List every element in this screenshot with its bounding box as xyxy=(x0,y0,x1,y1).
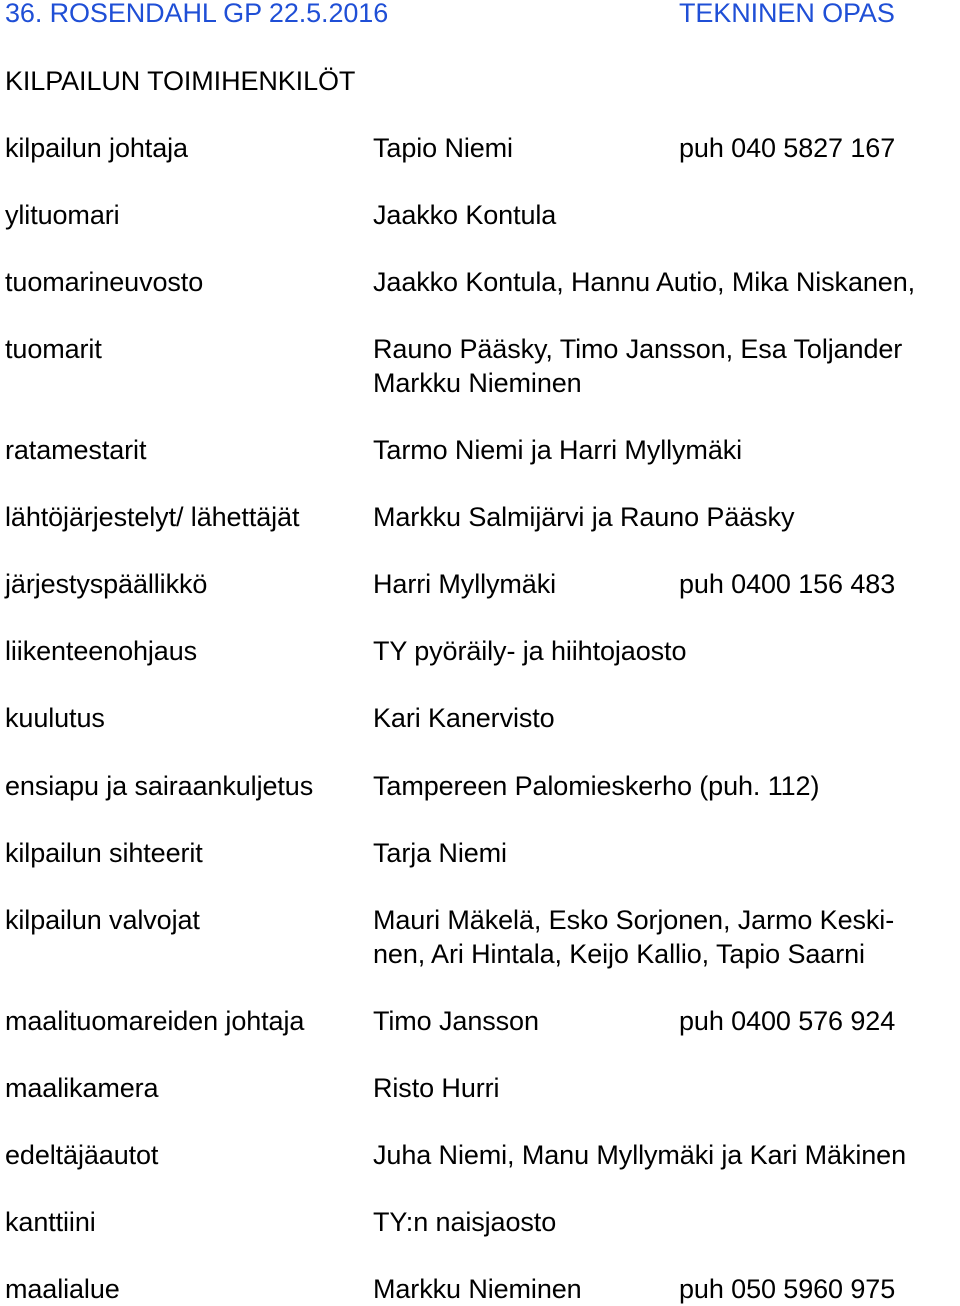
official-name: Markku Nieminen xyxy=(373,368,582,398)
official-role: edeltäjäautot xyxy=(5,1140,159,1170)
official-name: Harri Myllymäki xyxy=(373,569,556,599)
official-name: TY pyöräily- ja hiihtojaosto xyxy=(373,636,687,666)
official-name: Jaakko Kontula, Hannu Autio, Mika Niskanen, xyxy=(373,267,916,297)
section-title: KILPAILUN TOIMIHENKILÖT xyxy=(5,66,356,96)
official-role: kuulutus xyxy=(5,703,105,733)
official-role: maalialue xyxy=(5,1274,120,1304)
official-name: Jaakko Kontula xyxy=(373,200,557,230)
official-name: Tapio Niemi xyxy=(373,133,513,163)
official-role: liikenteenohjaus xyxy=(5,636,198,666)
official-name: Markku Salmijärvi ja Rauno Pääsky xyxy=(373,502,795,532)
official-role: kanttiini xyxy=(5,1207,96,1237)
official-phone: puh 0400 156 483 xyxy=(679,569,896,599)
official-name: Tarja Niemi xyxy=(373,838,507,868)
official-name: Mauri Mäkelä, Esko Sorjonen, Jarmo Keski- xyxy=(373,905,895,935)
official-name: TY:n naisjaosto xyxy=(373,1207,557,1237)
official-role: tuomarit xyxy=(5,334,102,364)
official-role: ensiapu ja sairaankuljetus xyxy=(5,771,314,801)
official-phone: puh 0400 576 924 xyxy=(679,1006,896,1036)
official-name: nen, Ari Hintala, Keijo Kallio, Tapio Saarni xyxy=(373,939,865,969)
official-role: kilpailun sihteerit xyxy=(5,838,203,868)
official-name: Rauno Pääsky, Timo Jansson, Esa Toljander xyxy=(373,334,903,364)
official-name: Timo Jansson xyxy=(373,1006,539,1036)
official-name: Markku Nieminen xyxy=(373,1274,582,1304)
official-name: Kari Kanervisto xyxy=(373,703,555,733)
official-name: Tampereen Palomieskerho (puh. 112) xyxy=(373,771,820,801)
official-role: lähtöjärjestelyt/ lähettäjät xyxy=(5,502,300,532)
header-event-title: 36. ROSENDAHL GP 22.5.2016 xyxy=(5,0,389,28)
official-role: maalituomareiden johtaja xyxy=(5,1006,305,1036)
official-role: maalikamera xyxy=(5,1073,159,1103)
official-role: järjestyspäällikkö xyxy=(5,569,208,599)
official-name: Juha Niemi, Manu Myllymäki ja Kari Mäkinen xyxy=(373,1140,906,1170)
official-phone: puh 040 5827 167 xyxy=(679,133,896,163)
official-role: kilpailun johtaja xyxy=(5,133,188,163)
header-document-type: TEKNINEN OPAS xyxy=(679,0,895,28)
official-phone: puh 050 5960 975 xyxy=(679,1274,896,1304)
official-name: Risto Hurri xyxy=(373,1073,500,1103)
official-role: ratamestarit xyxy=(5,435,147,465)
official-role: ylituomari xyxy=(5,200,120,230)
official-role: kilpailun valvojat xyxy=(5,905,200,935)
official-role: tuomarineuvosto xyxy=(5,267,204,297)
official-name: Tarmo Niemi ja Harri Myllymäki xyxy=(373,435,743,465)
